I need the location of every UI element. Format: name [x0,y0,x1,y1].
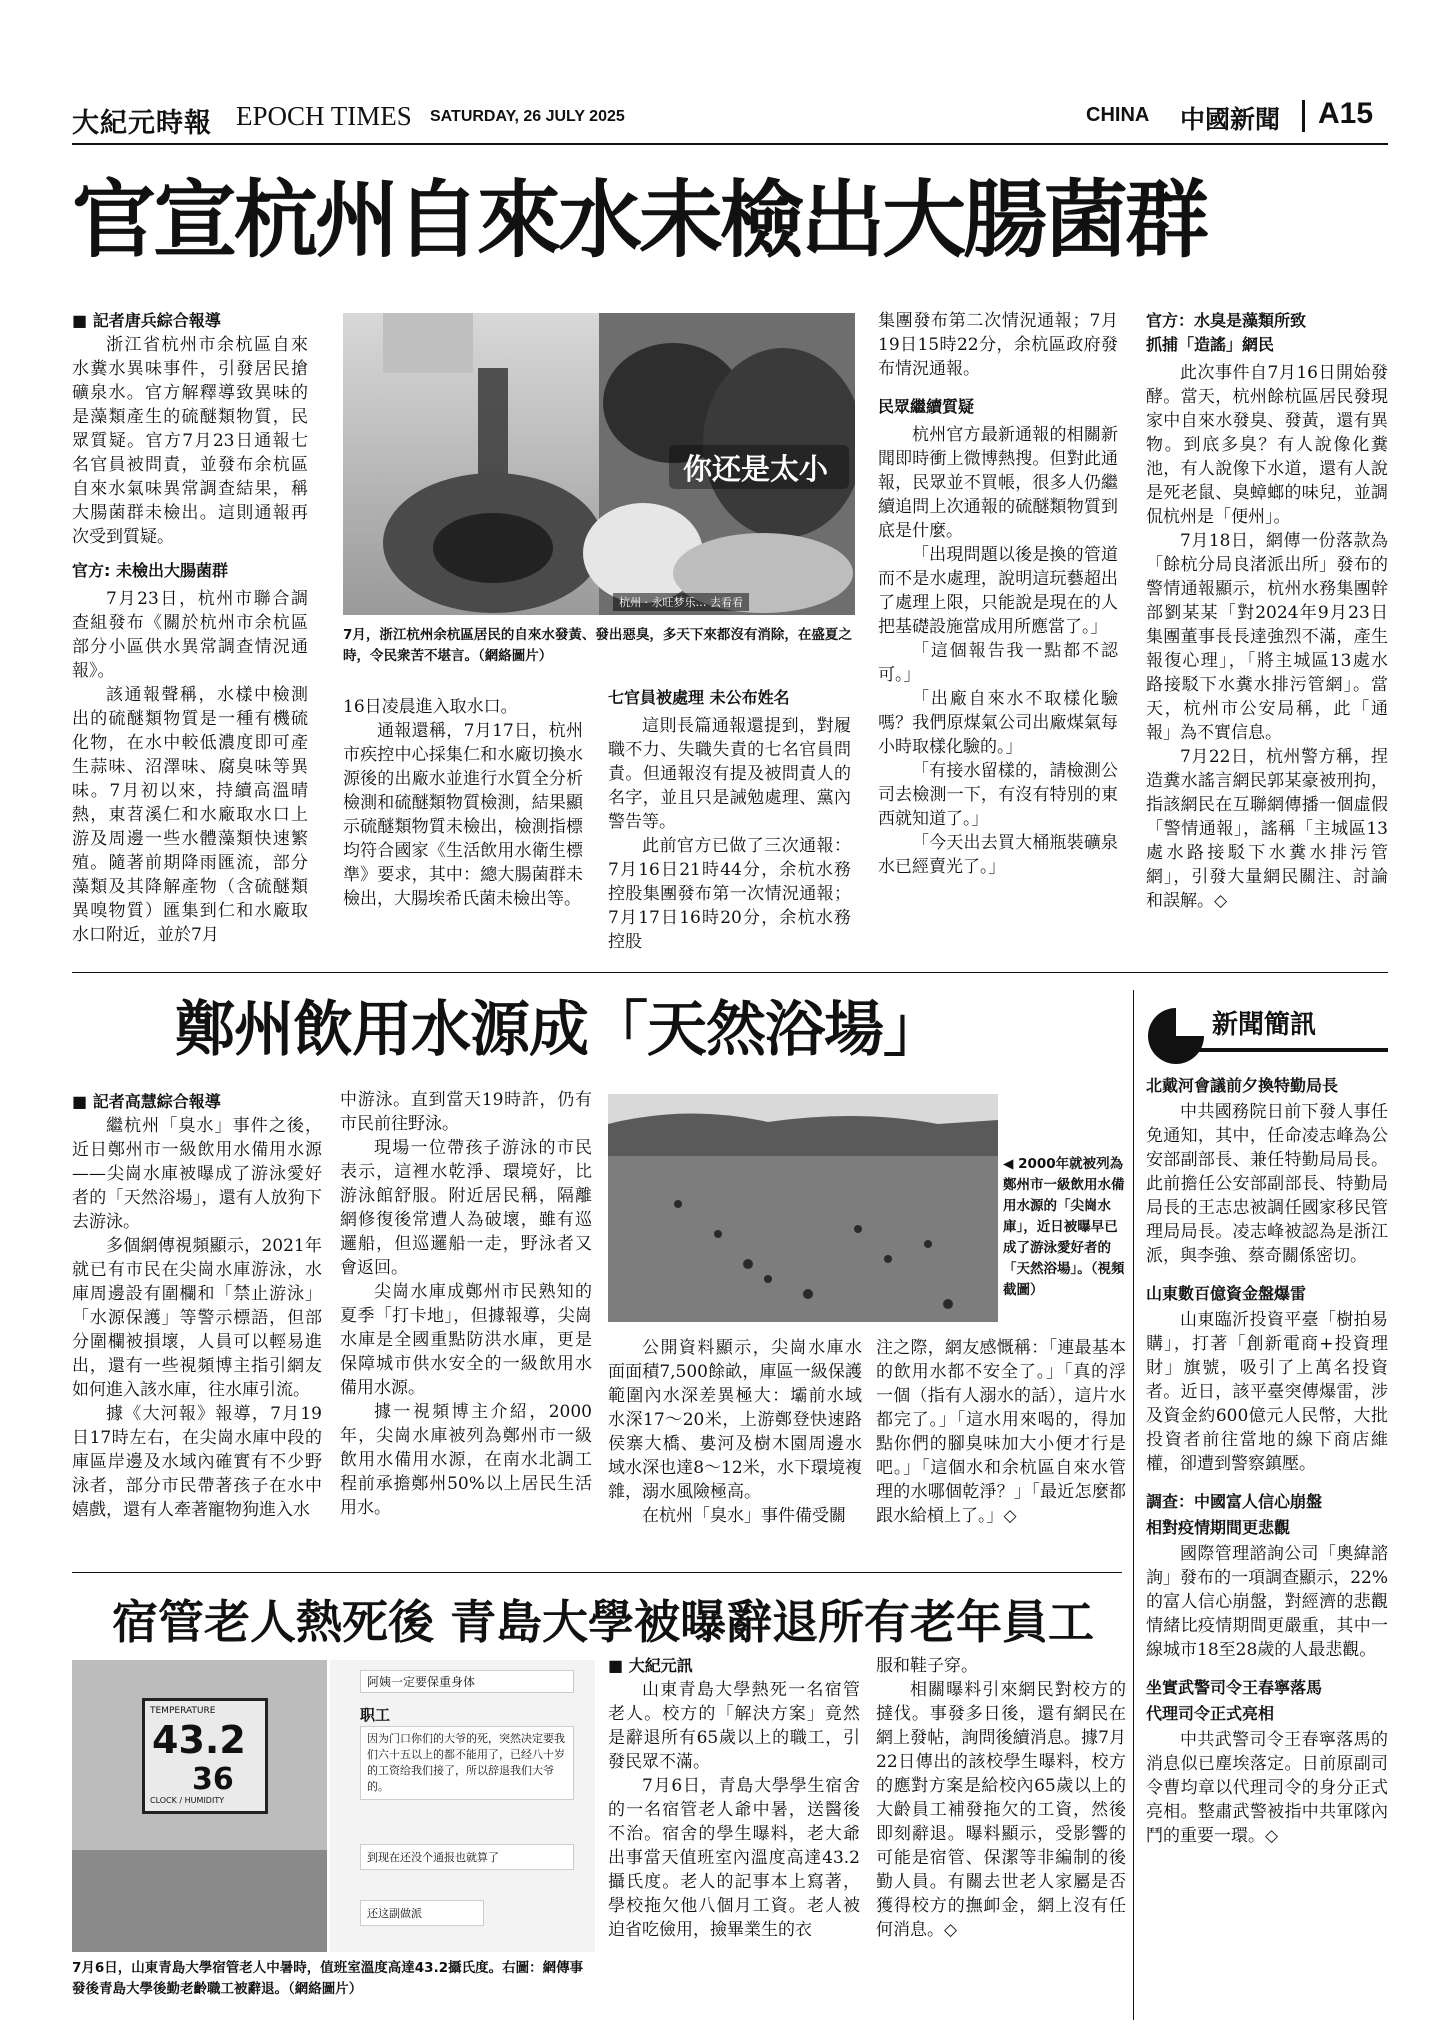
story2-headline: 鄭州飲用水源成「天然浴場」 [175,995,942,1065]
briefs-header [1146,1000,1388,1070]
paragraph: 7月6日，青島大學學生宿舍的一名宿管老人爺中暑，送醫後不治。宿舍的學生曝料，老大爺出事當天值班室內溫度高達43.2攝氏度。老人的記事本上寫著，學校拖欠他八個月工資。老人被迫省吃儉用，撿畢業生的衣 [608,1776,860,1940]
header-rule [72,143,1388,145]
briefs-underline [1166,1048,1388,1052]
story2-byline: ■ 記者高慧綜合報導 [72,1092,221,1111]
brief-headline: 相對疫情期間更悲觀 [1146,1518,1291,1537]
brief-body: 中共武警司令王春寧落馬的消息似已塵埃落定。日前原副司令曹均章以代理司令的身分正式亮相。整肅武警被指中共軍隊內鬥的重要一環。◇ [1146,1730,1388,1846]
paragraph: 繼杭州「臭水」事件之後，近日鄭州市一級飲用水備用水源——尖崗水庫被曝成了游泳愛好者的「天然浴場」，還有人放狗下去游泳。 [72,1116,322,1232]
story2-col2 [340,1088,592,1520]
thermo-temp: 43.2 [152,1718,246,1762]
photo-overlay-text: 你还是太小 [683,452,829,486]
story1-photo [343,313,855,615]
paragraph: 集團發布第二次情況通報；7月19日15時22分，余杭區政府發布情況通報。 [878,311,1118,379]
story3-headline: 宿管老人熱死後 青島大學被曝辭退所有老年員工 [112,1595,1095,1649]
header-divider [1302,100,1305,132]
thermo-label: TEMPERATURE [150,1706,216,1716]
quote: 「有接水留樣的，請檢測公司去檢測一下，有沒有特別的東西就知道了。」 [878,761,1118,829]
thermo-label2: CLOCK / HUMIDITY [150,1796,225,1805]
masthead-en: EPOCH TIMES [236,101,412,131]
story2-col1 [72,1090,322,1522]
paragraph: 7月18日，網傳一份落款為「餘杭分局良渚派出所」發布的警情通報顯示，杭州水務集團幹部劉某某「對2024年9月23日集團董事長長達強烈不滿，產生報復心理」，「將主城區13處水路接駁下水糞水排污管網」。當天，杭州市公安局稱，此「通報」為不實信息。 [1146,531,1388,743]
story1-headline: 官宣杭州自來水未檢出大腸菌群 [72,170,1207,269]
story1-col5 [1146,309,1388,913]
paragraph: 在杭州「臭水」事件備受關 [642,1506,846,1526]
paragraph: 據《大河報》報導，7月19日17時左右，在尖崗水庫中段的庫區岸邊及水域內確實有不少野泳者，部分市民帶著孩子在水中嬉戲，還有人牽著寵物狗進入水 [72,1404,322,1520]
story1-subhead4: 官方：水臭是藻類所致 [1146,311,1307,330]
paragraph: 現場一位帶孩子游泳的市民表示，這裡水乾淨、環境好，比游泳館舒服。附近居民稱，隔離網修復後常遭人為破壞，雖有巡邏船，但巡邏船一走，野泳者又會返回。 [340,1138,592,1278]
reservoir-image [608,1094,998,1322]
paragraph: 此前官方已做了三次通報：7月16日21時44分，余杭水務控股集團發布第一次情況通報；7月17日16時20分，余杭水務控股 [608,836,851,952]
chat-bubble-top: 阿姨一定要保重身体 [360,1670,574,1693]
story2-photo-caption: ◀ 2000年就被列為鄭州市一級飲用水備用水源的「尖崗水庫」，近日被曝早已成了游泳愛好者的「天然浴場」。（視頻截圖） [1003,1156,1125,1298]
paragraph: 尖崗水庫成鄭州市民熟知的夏季「打卡地」，但據報導，尖崗水庫是全國重點防洪水庫，更是保障城市供水安全的一級飲用水備用水源。 [340,1282,592,1398]
brief-body: 國際管理諮詢公司「奧緯諮詢」發布的一項調查顯示，22%的富人信心崩盤，對經濟的悲觀情緒比疫情期間更嚴重，其中一線城市18至28歲的人最悲觀。 [1146,1544,1388,1660]
chat-reply: 到现在还没个通报也就算了 [360,1844,574,1870]
masthead-logo: 大紀元時報 [72,108,212,139]
story3-col2 [876,1654,1126,1942]
quote: 「今天出去買大桶瓶裝礦泉水已經賣光了。」 [878,833,1118,877]
photo-watermark: 杭州 · 永旺梦乐… 去看看 [613,593,749,611]
paragraph: 據一視頻博主介紹，2000年，尖崗水庫被列為鄭州市一級飲用水備用水源，在南水北調工程前承擔鄭州50%以上居民生活用水。 [340,1402,592,1518]
brief-headline: 坐實武警司令王春寧落馬 [1146,1678,1323,1697]
thermo-humidity: 36 [192,1762,234,1797]
story2-col3 [608,1336,862,1528]
story1-subhead4b: 抓捕「造謠」網民 [1146,335,1275,354]
story1-subhead3: 民眾繼續質疑 [878,397,975,416]
story1-lead: 浙江省杭州市余杭區自來水糞水異味事件，引發居民搶礦泉水。官方解釋導致異味的是藻類產生的硫醚類物質，民眾質疑。官方7月23日通報七名官員被問責，並發布余杭區自來水氣味異常調查結果，稱大腸菌群未檢出。這則通報再次受到質疑。 [72,335,308,547]
story1-photo-caption: 7月，浙江杭州余杭區居民的自來水發黃、發出惡臭，多天下來都沒有消除，在盛夏之時，令民衆苦不堪言。（網絡圖片） [343,627,852,664]
briefs-logo-icon [1146,1006,1206,1066]
paragraph: 這則長篇通報還提到，對履職不力、失職失責的七名官員問責。但通報沒有提及被問責人的名字，並且只是誡勉處理、黨內警告等。 [608,716,851,832]
paragraph: 7月23日，杭州市聯合調查組發布《關於杭州市余杭區部分小區供水異常調查情況通報》。 [72,589,308,681]
paragraph: 16日凌晨進入取水口。 [343,697,518,717]
paragraph: 此次事件自7月16日開始發酵。當天，杭州餘杭區居民發現家中自來水發臭、發黃，還有異物。到底多臭？有人說像化糞池，有人說像下水道，還有人說是死老鼠、臭蟑螂的味兒，並調侃杭州是「便州」。 [1146,363,1388,527]
brief-headline: 調查：中國富人信心崩盤 [1146,1492,1323,1511]
chat-message: 因为门口你们的大爷的死，突然决定要我们六十五以上的都不能用了，已经八十岁的工资给我们接了，所以辞退我们大爷的。 [360,1726,574,1800]
chat-reply: 还这副做派 [360,1900,484,1926]
section-en: CHINA [1086,104,1150,126]
section-rule [72,972,1388,973]
paragraph: 中游泳。直到當天19時許，仍有市民前往野泳。 [340,1090,592,1134]
brief-body: 山東臨沂投資平臺「樹拍易購」，打著「創新電商+投資理財」旗號，吸引了上萬名投資者。近日，該平臺突傳爆雷，涉及資金約600億元人民幣，大批投資者前往當地的線下商店維權，卻遭到警察鎮壓。 [1146,1310,1388,1474]
section-rule [72,1572,1122,1573]
paragraph: 該通報聲稱，水樣中檢測出的硫醚類物質是一種有機硫化物，在水中較低濃度即可產生蒜味、沼澤味、腐臭味等異味。7月初以來，持續高溫晴熱，東苕溪仁和水廠取水口上游及周邊一些水體藻類快速繁殖。隨著前期降雨匯流，部分藻類及其降解產物（含硫醚類異嗅物質）匯集到仁和水廠取水口附近，並於7月 [72,685,308,945]
story2-photo [608,1094,998,1322]
story3-col1 [608,1654,860,1942]
paragraph: 注之際，網友感慨稱：「連最基本的飲用水都不安全了。」「真的浮一個（指有人溺水的話），這片水都完了。」「這水用來喝的，得加點你們的腳臭味加大小便才行是吧。」「這個水和余杭區自來水管理的水哪個乾淨？」「最近怎麼都跟水給槓上了。」◇ [876,1338,1126,1526]
paragraph: 相關曝料引來網民對校方的撻伐。事發多日後，還有網民在網上發帖，詢問後續消息。據7月22日傳出的該校學生曝料，校方的應對方案是給校內65歲以上的大齡員工補發拖欠的工資，然後即刻辭退。曝料顯示，受影響的可能是宿管、保潔等非編制的後勤人員。有關去世老人家屬是否獲得校方的撫卹金，網上沒有任何消息。◇ [876,1680,1126,1940]
story1-byline: ■ 記者唐兵綜合報導 [72,311,221,330]
paragraph: 7月22日，杭州警方稱，捏造糞水謠言網民郭某豪被刑拘，指該網民在互聯網傳播一個虛假「警情通報」，謠稱「主城區13處水路接駁下水糞水排污管網」，引發大量網民關注、討論和誤解。◇ [1146,747,1388,911]
paragraph: 杭州官方最新通報的相關新聞即時衝上微博熱搜。但對此通報，民眾並不買帳，很多人仍繼續追問上次通報的硫醚類物質到底是什麼。 [878,425,1118,541]
story3-byline: ■ 大紀元訊 [608,1656,693,1675]
paragraph: 通報還稱，7月17日，杭州市疾控中心採集仁和水廠切換水源後的出廠水並進行水質全分析檢測和硫醚類物質檢測，結果顯示硫醚類物質未檢出，檢測指標均符合國家《生活飲用水衛生標準》要求，其中：總大腸菌群未檢出，大腸埃希氏菌未檢出等。 [343,721,583,909]
brief-headline: 北戴河會議前夕換特勤局長 [1146,1076,1339,1095]
paragraph: 公開資料顯示，尖崗水庫水面面積7,500餘畝，庫區一級保護範圍內水深差異極大：壩前水域水深17～20米，上游鄭登快速路侯寨大橋、婁河及樹木園周邊水域水深也達8～12米，水下環境複雜，溺水風險極高。 [608,1338,862,1502]
paragraph: 服和鞋子穿。 [876,1656,978,1676]
story3-photo-left [72,1660,327,1952]
quote: 「出現問題以後是換的管道而不是水處理，說明這玩藝超出了處理上限，只能說是現在的人把基礎設施當成用所應當了。」 [878,545,1118,637]
briefs-list [1146,1074,1388,1848]
briefs-title: 新聞簡訊 [1212,1010,1317,1040]
brief-body: 中共國務院日前下發人事任免通知，其中，任命凌志峰為公安部副部長、兼任特勤局局長。此前擔任公安部副部長、特勤局局長的王志忠被調任國家移民管理局局長。凌志峰被認為是浙江派，與李強、蔡奇關係密切。 [1146,1102,1388,1266]
brief-headline: 代理司令正式亮相 [1146,1704,1275,1723]
story3-photo-caption: 7月6日，山東青島大學宿管老人中暑時，值班室溫度高達43.2攝氏度。右圖：網傳事發後青島大學後勤老齡職工被辭退。（網絡圖片） [72,1960,584,1997]
desk-surface [72,1850,327,1952]
story3-photo-right [330,1660,595,1952]
page-number: A15 [1318,97,1374,130]
quote: 「出廠自來水不取樣化驗嗎？我們原煤氣公司出廠煤氣每小時取樣化驗的。」 [878,689,1118,757]
paragraph: 多個網傳視頻顯示，2021年就已有市民在尖崗水庫游泳，水庫周邊設有圍欄和「禁止游泳」「水源保護」等警示標語，但部分圍欄被損壞，人員可以輕易進出，還有一些視頻博主指引網友如何進入該水庫，往水庫引流。 [72,1236,322,1400]
issue-date: SATURDAY, 26 JULY 2025 [430,108,625,125]
story1-col4 [878,309,1118,879]
story1-col1 [72,309,308,947]
paragraph: 山東青島大學熱死一名宿管老人。校方的「解決方案」竟然是辭退所有65歲以上的職工，引發民眾不滿。 [608,1680,860,1772]
story1-col2 [343,695,583,911]
sidebar-divider [1133,990,1134,2020]
brief-headline: 山東數百億資金盤爆雷 [1146,1284,1307,1303]
story1-subhead2: 七官員被處理 未公布姓名 [608,688,790,707]
quote: 「這個報告我一點都不認可。」 [878,641,1118,685]
story2-col4 [876,1336,1126,1528]
story1-subhead1: 官方: 未檢出大腸菌群 [72,561,228,580]
story1-col3 [608,686,851,954]
chat-sender: 职工 [360,1706,391,1724]
section-zh: 中國新聞 [1180,105,1281,134]
